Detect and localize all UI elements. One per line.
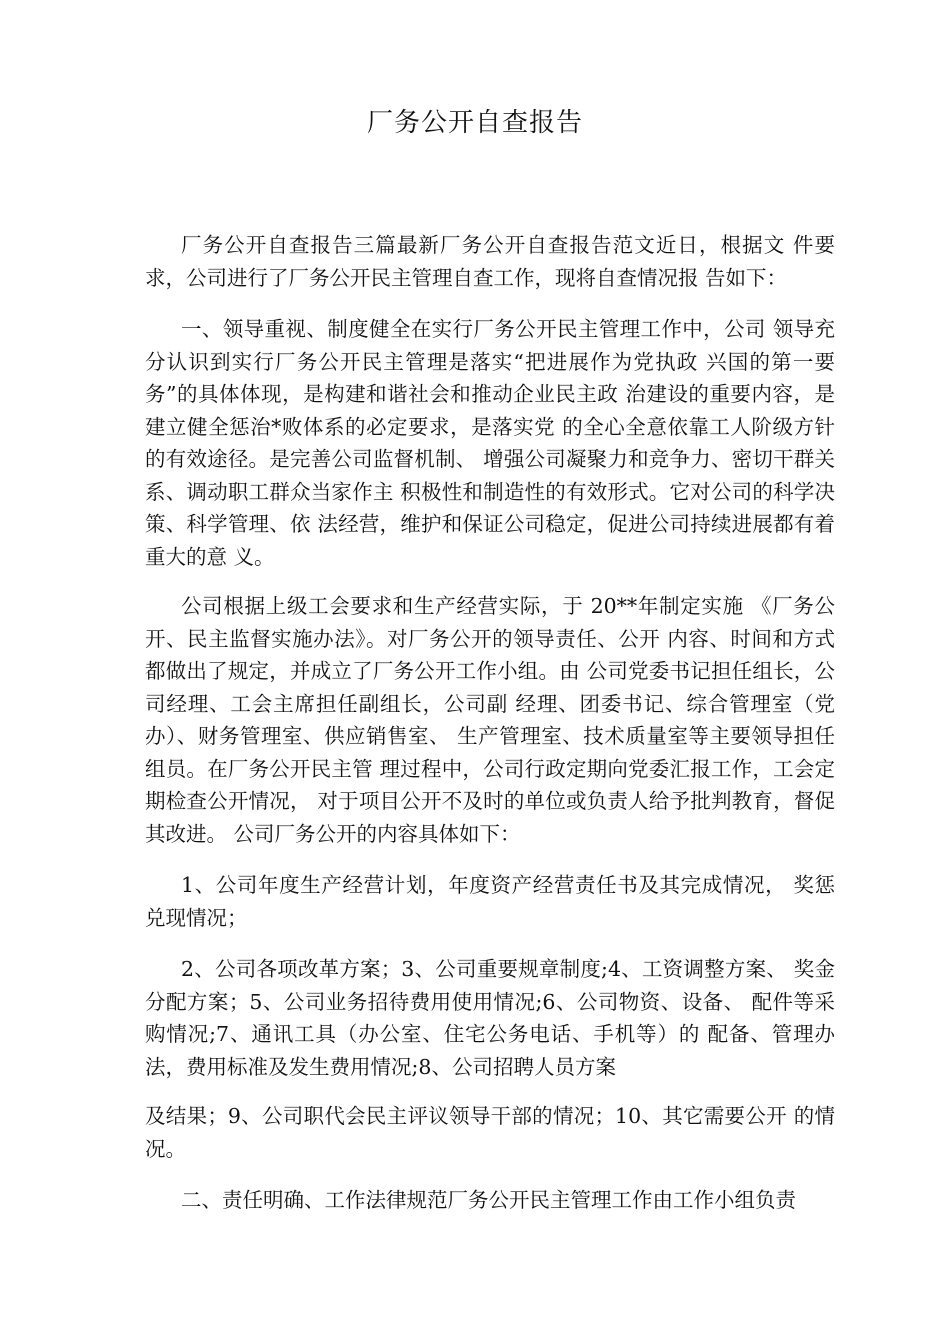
paragraph-intro: 厂务公开自查报告三篇最新厂务公开自查报告范文近日，根据文 件要求，公司进行了厂务公开民主管理自查工作，现将自查情况报 告如下： [145,233,835,290]
document-title: 厂务公开自查报告 [366,108,583,138]
paragraph-items-2-8: 2、公司各项改革方案；3、公司重要规章制度;4、工资调整方案、 奖金分配方案；5、公司业务招待费用使用情况;6、公司物资、设备、 配件等采购情况;7、通讯工具（办公室、住宅公务电话、手机等）的 配备、管理办法，费用标准及发生费用情况;8、公司招聘人员方案 [145,957,835,1079]
paragraph-item-1: 1、公司年度生产经营计划，年度资产经营责任书及其完成情况， 奖惩兑现情况； [145,873,835,930]
document-body [145,229,835,1236]
paragraph-section-two: 二、责任明确、工作法律规范厂务公开民主管理工作由工作小组负责 [181,1188,796,1212]
paragraph-implementation: 公司根据上级工会要求和生产经营实际，于 20**年制定实施 《厂务公开、民主监督实施办法》。对厂务公开的领导责任、公开 内容、时间和方式都做出了规定，并成立了厂务公开工作小组。由 公司党委书记担任组长，公司经理、工会主席担任副组长，公司副 经理、团委书记、综合管理室（党办）、财务管理室、供应销售室、 生产管理室、技术质量室等主要领导担任组员。在厂务公开民主管 理过程中，公司行政定期向党委汇报工作，工会定期检查公开情况， 对于项目公开不及时的单位或负责人给予批判教育，督促其改进。 公司厂务公开的内容具体如下： [145,594,835,846]
paragraph-items-9-10: 及结果；9、公司职代会民主评议领导干部的情况；10、其它需要公开 的情况。 [145,1104,835,1161]
paragraph-section-one: 一、领导重视、制度健全在实行厂务公开民主管理工作中，公司 领导充分认识到实行厂务公开民主管理是落实“把进展作为党执政 兴国的第一要务”的具体体现，是构建和谐社会和推动企业民主政 治建设的重要内容，是建立健全惩治*败体系的必定要求，是落实党 的全心全意依靠工人阶级方针的有效途径。是完善公司监督机制、 增强公司凝聚力和竞争力、密切干群关系、调动职工群众当家作主 积极性和制造性的有效形式。它对公司的科学决策、科学管理、依 法经营，维护和保证公司稳定，促进公司持续进展都有着重大的意 义。 [145,317,835,569]
